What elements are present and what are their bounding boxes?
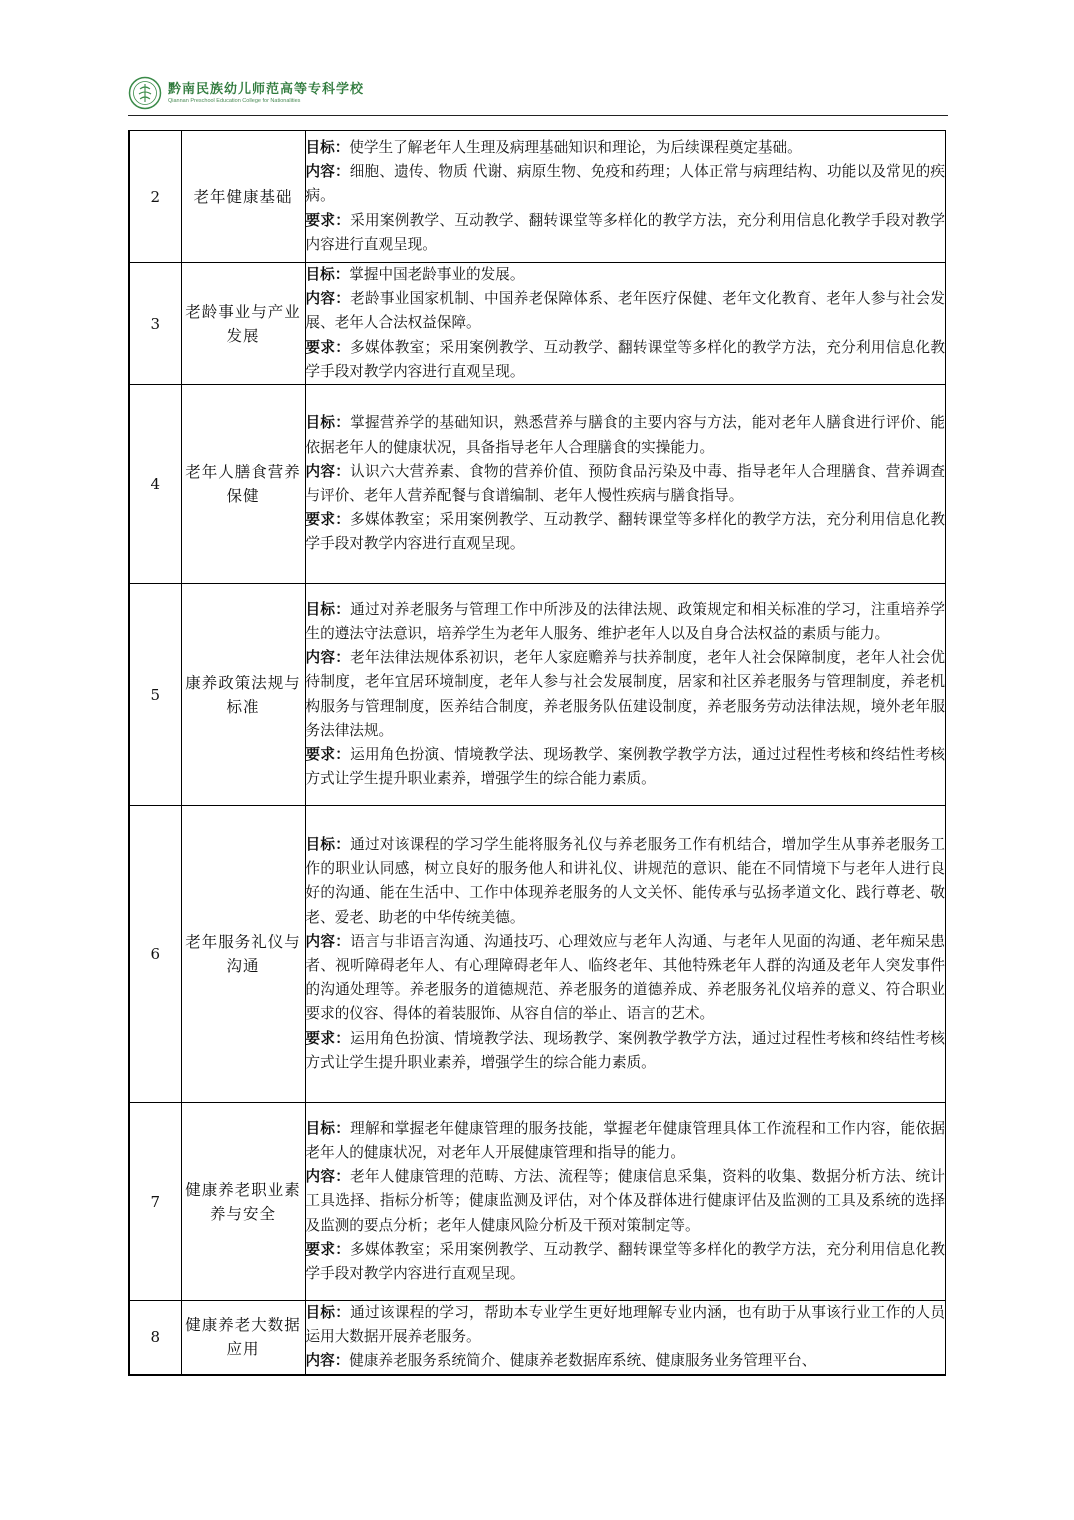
content-paragraph: [306, 287, 946, 335]
goal-label: 目标：: [305, 414, 351, 432]
requirement-paragraph: [306, 1027, 946, 1075]
school-name-cn: 黔南民族幼儿师范高等专科学校: [168, 82, 365, 97]
course-description: [305, 1103, 946, 1301]
content-text: 老年法律法规体系初识，老年人家庭赡养与扶养制度，老年人社会保障制度，老年人社会优待制度，老年宜居环境制度，老年人参与社会发展制度，居家和社区养老服务与管理制度，养老机构服务与管理制度，医养结合制度，养老服务队伍建设制度，养老服务劳动法律法规，境外老年服务法律法规。: [305, 649, 945, 739]
requirement-label: 要求：: [305, 338, 351, 356]
requirement-label: 要求：: [305, 745, 351, 763]
course-number: 2: [129, 131, 181, 263]
goal-text: 掌握中国老龄事业的发展。: [349, 266, 525, 283]
content-paragraph: [306, 1349, 946, 1373]
goal-paragraph: [306, 411, 946, 459]
course-name: 老年健康基础: [181, 131, 305, 263]
requirement-text: 运用角色扮演、情境教学法、现场教学、案例教学教学方法，通过过程性考核和终结性考核方式让学生提升职业素养，增强学生的综合能力素质。: [305, 1029, 945, 1071]
course-name: 健康养老大数据应用: [181, 1301, 305, 1375]
course-number: 8: [129, 1301, 181, 1375]
course-name: 老年人膳食营养保健: [181, 385, 305, 584]
content-paragraph: [306, 160, 946, 208]
course-name: 健康养老职业素养与安全: [181, 1103, 305, 1301]
goal-paragraph: [306, 598, 946, 646]
table-row: [129, 584, 946, 806]
header-rule: [128, 115, 948, 116]
course-description: [305, 584, 946, 806]
course-number: 3: [129, 263, 181, 385]
course-number: 6: [129, 806, 181, 1103]
content-paragraph: [306, 930, 946, 1027]
content-paragraph: [306, 646, 946, 743]
requirement-text: 多媒体教室；采用案例教学、互动教学、翻转课堂等多样化的教学方法，充分利用信息化教学手段对教学内容进行直观呈现。: [305, 511, 945, 553]
requirement-text: 采用案例教学、互动教学、翻转课堂等多样化的教学方法，充分利用信息化教学手段对教学内容进行直观呈现。: [305, 211, 945, 253]
table-row: [129, 1103, 946, 1301]
requirement-text: 多媒体教室；采用案例教学、互动教学、翻转课堂等多样化的教学方法，充分利用信息化教学手段对教学内容进行直观呈现。: [305, 338, 945, 380]
requirement-paragraph: [306, 508, 946, 556]
goal-text: 使学生了解老年人生理及病理基础知识和理论，为后续课程奠定基础。: [349, 138, 802, 156]
course-description: [305, 806, 946, 1103]
course-description: [305, 385, 946, 584]
requirement-text: 多媒体教室；采用案例教学、互动教学、翻转课堂等多样化的教学方法，充分利用信息化教学手段对教学内容进行直观呈现。: [305, 1240, 945, 1283]
content-text: 细胞、遗传、物质 代谢、病原生物、免疫和药理；人体正常与病理结构、功能以及常见的疾病。: [305, 163, 945, 205]
goal-label: 目标：: [305, 1119, 351, 1137]
content-label: 内容：: [305, 290, 351, 308]
school-logo-text: [168, 78, 364, 104]
requirement-label: 要求：: [305, 211, 351, 229]
course-name: 康养政策法规与标准: [181, 584, 305, 806]
table-row: [129, 131, 946, 263]
course-number: 7: [129, 1103, 181, 1301]
content-text: 健康养老服务系统简介、健康养老数据库系统、健康服务业务管理平台、: [349, 1352, 817, 1370]
page-header: [128, 72, 948, 116]
goal-label: 目标：: [305, 138, 350, 156]
content-text: 老龄事业国家机制、中国养老保障体系、老年医疗保健、老年文化教育、老年人参与社会发展、老年人合法权益保障。: [305, 290, 945, 332]
course-description: [305, 131, 946, 263]
content-text: 语言与非语言沟通、沟通技巧、心理效应与老年人沟通、与老年人见面的沟通、老年痴呆患者、视听障碍老年人、有心理障碍老年人、临终老年、其他特殊老年人群的沟通及老年人突发事件的沟通处理等。养老服务的道德规范、养老服务的道德养成、养老服务礼仪培养的意义、符合职业要求的仪容、得体的着装服饰、从容自信的举止、语言的艺术。: [305, 932, 945, 1023]
requirement-paragraph: [306, 336, 946, 384]
table-row: [129, 385, 946, 584]
course-number: 4: [129, 385, 181, 584]
requirement-label: 要求：: [305, 1029, 351, 1047]
goal-paragraph: [306, 263, 946, 287]
goal-label: 目标：: [305, 836, 351, 853]
course-description: [305, 263, 946, 385]
requirement-label: 要求：: [305, 511, 351, 529]
content-text: 老年人健康管理的范畴、方法、流程等；健康信息采集，资料的收集、数据分析方法、统计工具选择、指标分析等；健康监测及评估，对个体及群体进行健康评估及监测的工具及系统的选择及监测的要点分析；老年人健康风险分析及干预对策制定等。: [305, 1168, 945, 1234]
course-table: [128, 130, 946, 1376]
goal-paragraph: [306, 1117, 946, 1165]
goal-label: 目标：: [305, 1304, 351, 1322]
goal-paragraph: [306, 136, 946, 160]
requirement-paragraph: [306, 209, 946, 257]
goal-paragraph: [306, 833, 946, 930]
content-label: 内容：: [305, 1168, 351, 1186]
goal-text: 通过对养老服务与管理工作中所涉及的法律法规、政策规定和相关标准的学习，注重培养学生的遵法守法意识，培养学生为老年人服务、维护老年人以及自身合法权益的素质与能力。: [305, 600, 945, 642]
table-row: [129, 806, 946, 1103]
requirement-label: 要求：: [305, 1240, 351, 1258]
requirement-text: 运用角色扮演、情境教学法、现场教学、案例教学教学方法，通过过程性考核和终结性考核方式让学生提升职业素养，增强学生的综合能力素质。: [305, 745, 945, 788]
content-paragraph: [306, 460, 946, 508]
content-label: 内容：: [305, 932, 351, 950]
school-emblem-icon: [128, 76, 162, 110]
goal-text: 理解和掌握老年健康管理的服务技能，掌握老年健康管理具体工作流程和工作内容，能依据老年人的健康状况，对老年人开展健康管理和指导的能力。: [305, 1119, 945, 1161]
table-row: [129, 1301, 946, 1375]
school-name-en: Qiannan Preschool Education College for Nationalities: [168, 98, 301, 104]
content-text: 认识六大营养素、食物的营养价值、预防食品污染及中毒、指导老年人合理膳食、营养调查与评价、老年人营养配餐与食谱编制、老年人慢性疾病与膳食指导。: [305, 462, 945, 505]
goal-label: 目标：: [305, 266, 350, 283]
course-number: 5: [129, 584, 181, 806]
requirement-paragraph: [306, 743, 946, 791]
content-paragraph: [306, 1165, 946, 1238]
goal-text: 通过该课程的学习，帮助本专业学生更好地理解专业内涵，也有助于从事该行业工作的人员运用大数据开展养老服务。: [305, 1304, 945, 1346]
goal-paragraph: [306, 1301, 946, 1349]
content-label: 内容：: [305, 1352, 350, 1370]
goal-text: 通过对该课程的学习学生能将服务礼仪与养老服务工作有机结合，增加学生从事养老服务工作的职业认同感，树立良好的服务他人和讲礼仪、讲规范的意识、能在不同情境下与老年人进行良好的沟通、能在生活中、工作中体现养老服务的人文关怀、能传承与弘扬孝道文化、践行尊老、敬老、爱老、助老的中华传统美德。: [305, 836, 945, 926]
content-label: 内容：: [305, 462, 351, 480]
course-name: 老龄事业与产业发展: [181, 263, 305, 385]
goal-text: 掌握营养学的基础知识，熟悉营养与膳食的主要内容与方法，能对老年人膳食进行评价、能依据老年人的健康状况，具备指导老年人合理膳食的实操能力。: [305, 414, 945, 456]
content-label: 内容：: [305, 163, 350, 181]
course-description: [305, 1301, 946, 1375]
course-name: 老年服务礼仪与沟通: [181, 806, 305, 1103]
table-row: [129, 263, 946, 385]
content-label: 内容：: [305, 649, 351, 667]
goal-label: 目标：: [305, 600, 351, 618]
requirement-paragraph: [306, 1238, 946, 1286]
